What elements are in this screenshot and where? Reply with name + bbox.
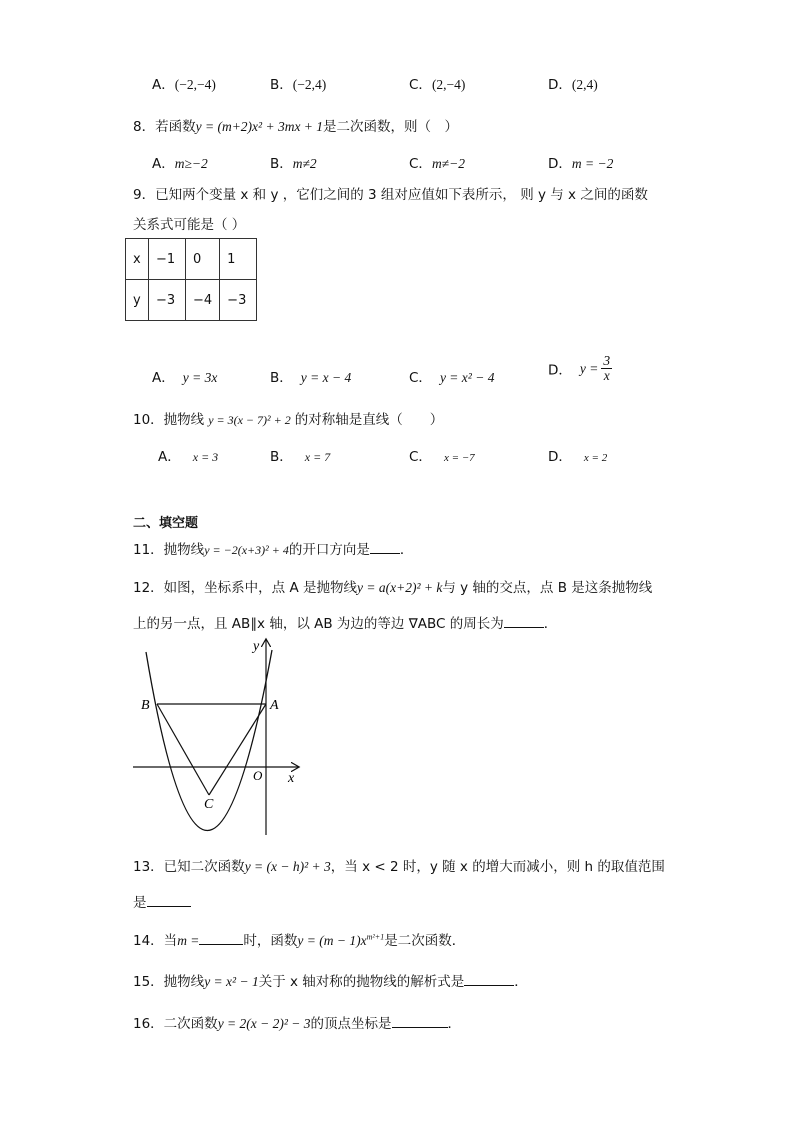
table-cell: −3 (220, 280, 257, 321)
table-cell: −4 (186, 280, 220, 321)
q13-stem-line1: 13．已知二次函数y = (x − h)² + 3，当 x < 2 时，y 随 x 的增大而减小，则 h 的取值范围 (133, 859, 665, 875)
q8-option-b: B．m≠2 (270, 156, 317, 172)
q15-stem: 15．抛物线y = x² − 1关于 x 轴对称的抛物线的解析式是 ． (133, 974, 528, 990)
table-row (126, 239, 257, 280)
table-cell: 1 (220, 239, 257, 280)
q8-stem: 8．若函数y = (m+2)x² + 3mx + 1是二次函数，则（ ） (133, 119, 459, 135)
q11-stem: 11．抛物线y = −2(x+3)² + 4的开口方向是 ． (133, 542, 414, 558)
answer-blank[interactable] (370, 540, 400, 554)
q10-option-d: D． x = 2 (548, 449, 608, 465)
q12-stem-line2: 上的另一点，且 AB∥x 轴，以 AB 为边的等边 ∇ABC 的周长为 ． (133, 616, 558, 632)
parabola-figure (120, 632, 310, 837)
q11-formula: y = −2(x+3)² + 4 (204, 543, 289, 557)
point-a-label: A (270, 698, 279, 713)
q10-option-c: C． x = −7 (409, 449, 475, 465)
y-axis-label: y (253, 639, 260, 654)
q8-formula: y = (m+2)x² + 3mx + 1 (195, 119, 324, 134)
point-b-label: B (141, 698, 150, 713)
q9-stem-line1: 9．已知两个变量 x 和 y ，它们之间的 3 组对应值如下表所示， 则 y 与 x 之间的函数 (133, 187, 648, 203)
origin-label: O (253, 768, 263, 783)
q16-stem: 16．二次函数y = 2(x − 2)² − 3的顶点坐标是 ． (133, 1016, 462, 1032)
q13-stem-line2: 是 (133, 891, 191, 911)
q15-formula: y = x² − 1 (204, 974, 259, 989)
q8-option-c: C．m≠−2 (409, 156, 465, 172)
section-title: 二、填空题 (133, 516, 199, 531)
segment-bc (157, 704, 209, 795)
q8-option-d: D．m = −2 (548, 156, 614, 172)
q10-formula: y = 3(x − 7)² + 2 (208, 413, 291, 427)
q8-option-a: A．m≥−2 (152, 156, 208, 172)
table-cell: −3 (149, 280, 186, 321)
fraction: $\frac{3}{x}$ (603, 353, 611, 383)
q7-option-c: C．(2,−4) (409, 77, 466, 93)
answer-blank[interactable] (199, 931, 243, 945)
q9-option-c: C． y = x² − 4 (409, 370, 495, 386)
value-table (125, 238, 257, 321)
table-row (126, 280, 257, 321)
q16-formula: y = 2(x − 2)² − 3 (217, 1016, 311, 1031)
answer-blank[interactable] (392, 1014, 448, 1028)
q14-formula: y = (m − 1)x (297, 933, 367, 948)
q13-formula: y = (x − h)² + 3 (244, 859, 331, 874)
q14-stem: 14．当m = 时，函数$y = (m - 1)x^{m^2+1}$是二次函数． (133, 932, 466, 949)
point-c-label: C (204, 797, 214, 812)
q9-option-d: D． y = $\frac{3}{x}$ (548, 353, 611, 383)
q10-stem: 10．抛物线 y = 3(x − 7)² + 2 的对称轴是直线（ ） (133, 412, 444, 428)
table-cell: x (126, 239, 149, 280)
q9-option-a: A． y = 3x (152, 370, 218, 386)
answer-blank[interactable] (464, 972, 514, 986)
q7-option-a: A．(−2,−4) (152, 77, 216, 93)
table-cell: 0 (186, 239, 220, 280)
table-cell: y (126, 280, 149, 321)
answer-blank[interactable] (504, 614, 544, 628)
q12-formula: y = a(x+2)² + k (357, 580, 443, 595)
table-cell: −1 (149, 239, 186, 280)
q10-option-a: A． x = 3 (158, 449, 219, 465)
answer-blank[interactable] (147, 893, 191, 907)
x-axis-label: x (288, 771, 295, 786)
q10-option-b: B． x = 7 (270, 449, 331, 465)
q9-option-b: B． y = x − 4 (270, 370, 352, 386)
q7-option-d: D．(2,4) (548, 77, 598, 93)
q9-stem-line2: 关系式可能是（ ） (133, 217, 246, 233)
q7-option-b: B．(−2,4) (270, 77, 327, 93)
q12-stem-line1: 12．如图，坐标系中，点 A 是抛物线y = a(x+2)² + k与 y 轴的交点，点 B 是这条抛物线 (133, 580, 653, 596)
